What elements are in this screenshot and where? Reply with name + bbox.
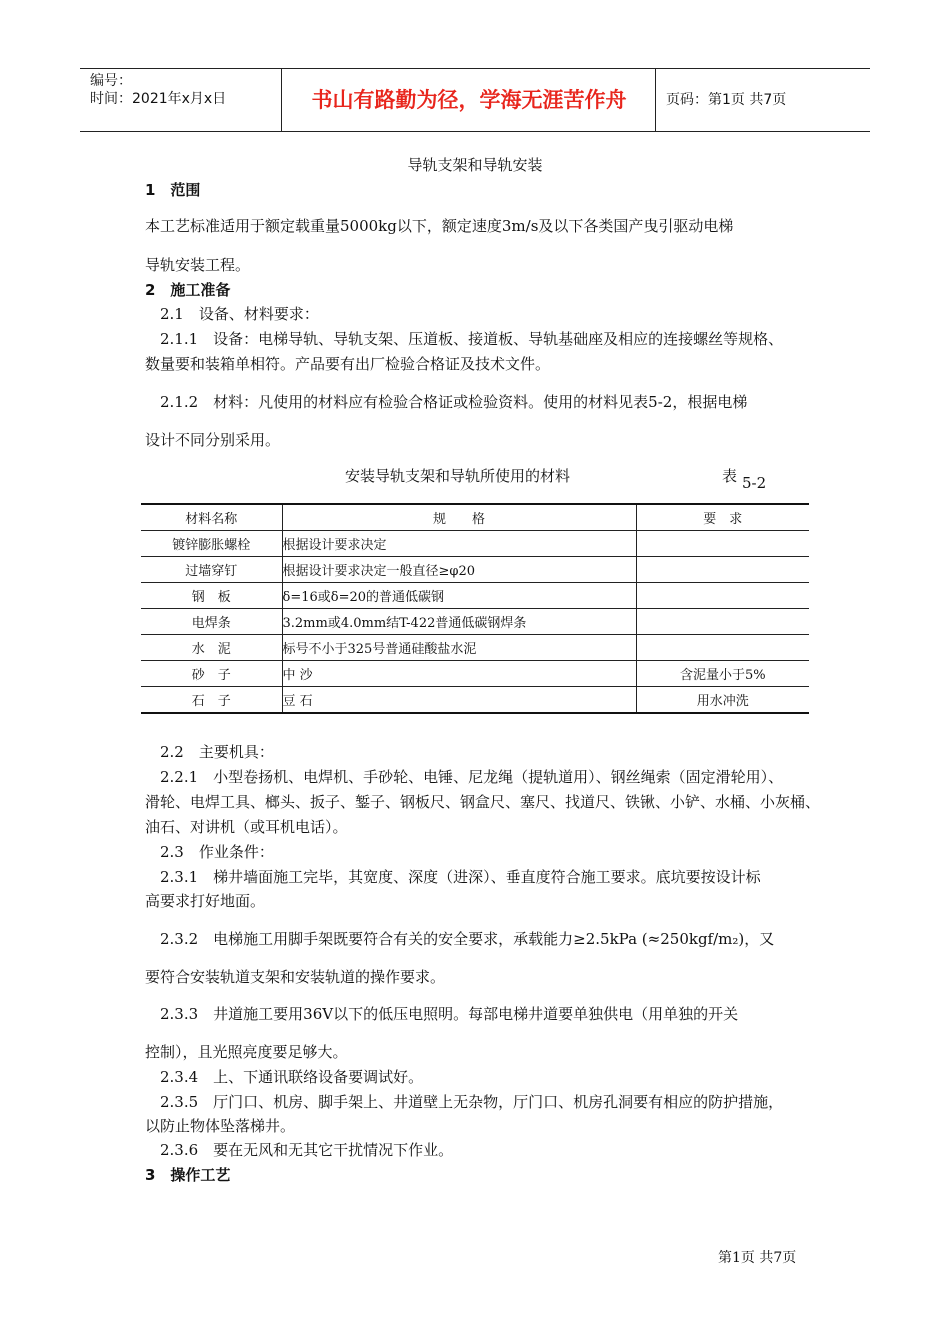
column-header: 材料名称 [141, 504, 282, 531]
table-row [141, 635, 809, 661]
paragraph: 要符合安装轨道支架和安装轨道的操作要求。 [145, 968, 446, 986]
paragraph: 2.3.2 电梯施工用脚手架既要符合有关的安全要求，承载能力≥2.5kPa (≈250kgf/m₂)，又 [160, 930, 775, 948]
material-requirement [636, 635, 809, 661]
material-requirement [636, 583, 809, 609]
material-requirement [636, 557, 809, 583]
table-row [141, 583, 809, 609]
materials-table [141, 503, 809, 714]
table-header-row [141, 504, 809, 531]
material-requirement: 含泥量小于5% [636, 661, 809, 687]
paragraph: 滑轮、电焊工具、榔头、扳子、錾子、钢板尺、钢盒尺、塞尺、找道尺、铁锹、小铲、水桶、小灰桶、 [145, 793, 821, 811]
table-number-label: 表 [722, 467, 738, 485]
table-number: 5-2 [742, 474, 767, 492]
table-row [141, 661, 809, 687]
column-header: 要 求 [636, 504, 809, 531]
time-label: 时间：2021年x月x日 [90, 91, 227, 107]
paragraph: 控制），且光照亮度要足够大。 [145, 1043, 348, 1061]
paragraph: 2.3.3 井道施工要用36V以下的低压电照明。每部电梯井道要单独供电（用单独的开关 [160, 1005, 739, 1023]
material-name: 镀锌膨胀螺栓 [141, 531, 282, 557]
table-row [141, 557, 809, 583]
table-row [141, 609, 809, 635]
material-spec: 根据设计要求决定一般直径≥φ20 [282, 557, 636, 583]
table-caption: 安装导轨支架和导轨所使用的材料 [345, 467, 571, 485]
table-row [141, 531, 809, 557]
material-name: 电焊条 [141, 609, 282, 635]
section-2-heading: 2 施工准备 [145, 281, 231, 299]
paragraph: 高要求打好地面。 [145, 892, 266, 910]
material-spec: 中 沙 [282, 661, 636, 687]
table-row [141, 687, 809, 714]
material-name: 石 子 [141, 687, 282, 714]
paragraph: 2.3.5 厅门口、机房、脚手架上、井道壁上无杂物，厅门口、机房孔洞要有相应的防护措施， [160, 1093, 784, 1111]
footer-page-number: 第1页 共7页 [718, 1250, 797, 1266]
paragraph: 2.3.4 上、下通讯联络设备要调试好。 [160, 1068, 424, 1086]
material-spec: 根据设计要求决定 [282, 531, 636, 557]
paragraph: 导轨安装工程。 [145, 256, 251, 274]
paragraph: 数量要和装箱单相符。产品要有出厂检验合格证及技术文件。 [145, 355, 551, 373]
column-header: 规 格 [282, 504, 636, 531]
code-label: 编号： [90, 73, 132, 89]
paragraph: 2.3.1 梯井墙面施工完毕，其宽度、深度（进深）、垂直度符合施工要求。底坑要按设计标 [160, 868, 761, 886]
paragraph: 2.2 主要机具： [160, 743, 274, 761]
paragraph: 2.1.2 材料：凡使用的材料应有检验合格证或检验资料。使用的材料见表5-2，根据电梯 [160, 393, 748, 411]
paragraph: 油石、对讲机（或耳机电话）。 [145, 818, 348, 836]
section-3-heading: 3 操作工艺 [145, 1166, 231, 1184]
material-spec: δ=16或δ=20的普通低碳钢 [282, 583, 636, 609]
material-name: 过墙穿钉 [141, 557, 282, 583]
material-name: 水 泥 [141, 635, 282, 661]
header-page-number: 页码：第1页 共7页 [666, 92, 787, 108]
material-name: 钢 板 [141, 583, 282, 609]
header-divider [655, 69, 656, 131]
paragraph: 2.1 设备、材料要求： [160, 305, 319, 323]
paragraph: 2.2.1 小型卷扬机、电焊机、手砂轮、电锤、尼龙绳（提轨道用）、钢丝绳索（固定滑轮用）、 [160, 768, 784, 786]
document-title: 导轨支架和导轨安装 [407, 156, 543, 174]
paragraph: 本工艺标准适用于额定载重量5000kg以下，额定速度3m/s及以下各类国产曳引驱动电梯 [145, 217, 734, 235]
paragraph: 设计不同分别采用。 [145, 431, 281, 449]
paragraph: 2.3.6 要在无风和无其它干扰情况下作业。 [160, 1141, 454, 1159]
material-requirement [636, 531, 809, 557]
header-motto: 书山有路勤为径，学海无涯苦作舟 [311, 88, 627, 112]
page-header [80, 68, 870, 132]
material-requirement [636, 609, 809, 635]
material-spec: 豆 石 [282, 687, 636, 714]
material-spec: 标号不小于325号普通硅酸盐水泥 [282, 635, 636, 661]
paragraph: 2.3 作业条件： [160, 843, 274, 861]
section-1-heading: 1 范围 [145, 181, 201, 199]
material-spec: 3.2mm或4.0mm结T-422普通低碳钢焊条 [282, 609, 636, 635]
paragraph: 以防止物体坠落梯井。 [145, 1117, 296, 1135]
paragraph: 2.1.1 设备：电梯导轨、导轨支架、压道板、接道板、导轨基础座及相应的连接螺丝等规格、 [160, 330, 784, 348]
material-requirement: 用水冲洗 [636, 687, 809, 714]
header-meta [90, 72, 280, 128]
material-name: 砂 子 [141, 661, 282, 687]
